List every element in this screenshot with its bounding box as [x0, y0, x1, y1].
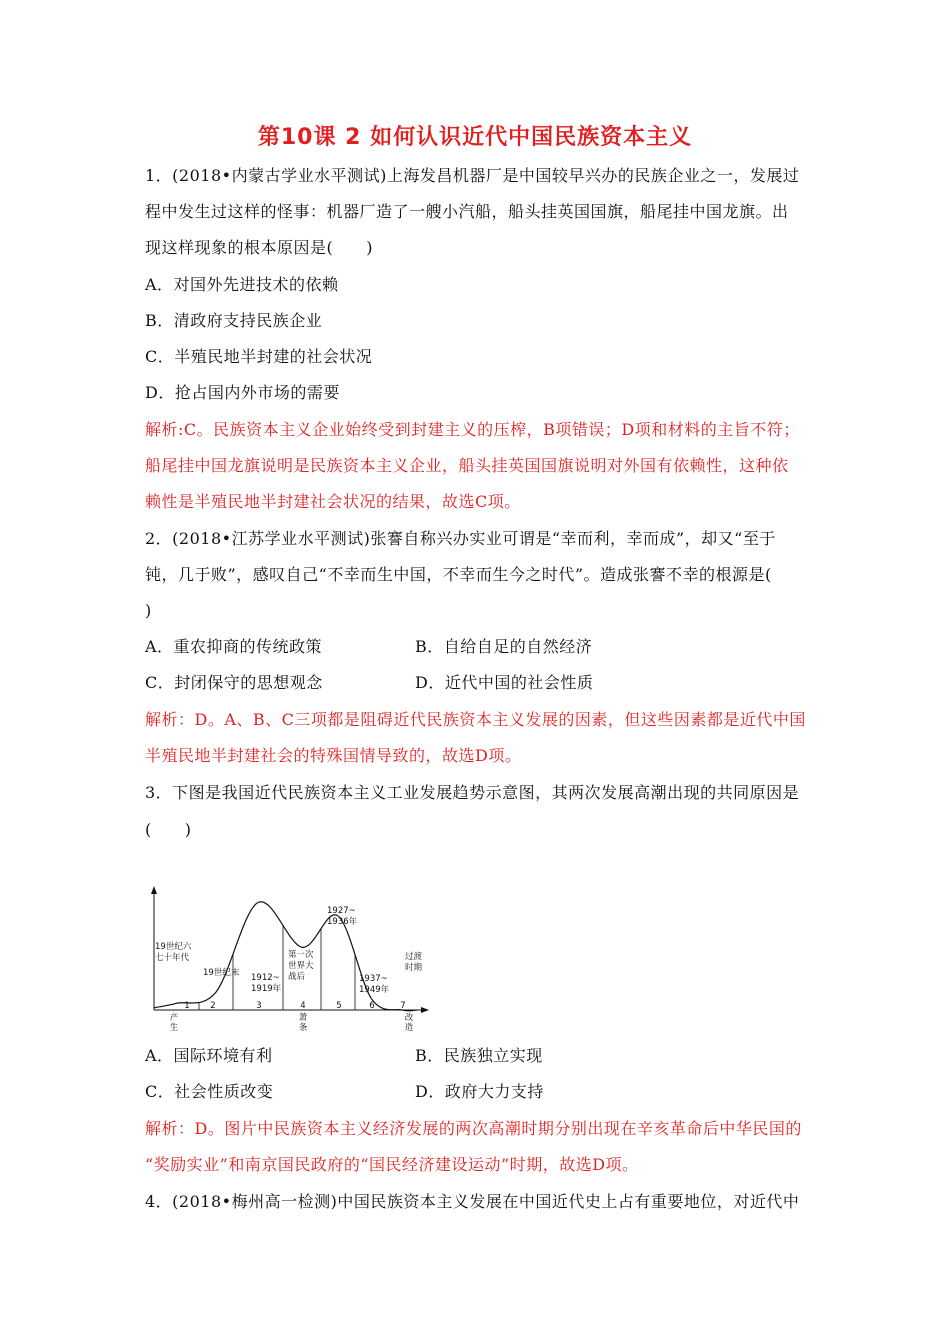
q2-option-c: C．封闭保守的思想观念 [145, 673, 323, 692]
q1-stem-line: 程中发生过这样的怪事：机器厂造了一艘小汽船，船头挂英国国旗，船尾挂中国龙旗。出 [145, 202, 789, 221]
q1-explanation-line: 赖性是半殖民地半封建社会状况的结果，故选C项。 [145, 492, 521, 511]
period-label: 1919年 [251, 984, 282, 994]
q1-option-c: C．半殖民地半封建的社会状况 [145, 347, 373, 366]
q1-option-b: B．清政府支持民族企业 [145, 311, 323, 330]
q1-option-a: A．对国外先进技术的依赖 [145, 275, 339, 294]
stage-number: 3 [256, 1001, 262, 1011]
lesson-title: 第10课 2 如何认识近代中国民族资本主义 [257, 125, 693, 150]
q3-option-c: C．社会性质改变 [145, 1082, 274, 1101]
x-axis-arrow [421, 1007, 429, 1013]
q3-option-a: A．国际环境有利 [145, 1046, 273, 1065]
q2-stem-line: ) [145, 601, 152, 620]
q3-explanation-line: “奖励实业”和南京国民政府的“国民经济建设运动”时期，故选D项。 [145, 1155, 639, 1174]
bottom-label: 条 [298, 1023, 308, 1032]
trend-chart [145, 882, 435, 1032]
q4-stem-line: 4．(2018•梅州高一检测)中国民族资本主义发展在中国近代史上占有重要地位，对近代中 [145, 1192, 800, 1211]
period-label: 时期 [405, 963, 423, 973]
stage-number: 5 [336, 1001, 342, 1011]
q1-stem-line: 现这样现象的根本原因是( ) [145, 238, 373, 257]
q2-option-b: B．自给自足的自然经济 [415, 637, 593, 656]
q2-option-d: D．近代中国的社会性质 [415, 673, 594, 692]
y-axis-arrow [151, 886, 157, 894]
stage-number: 4 [300, 1001, 306, 1011]
period-label: 1937~ [359, 974, 388, 984]
bottom-label: 改 [404, 1013, 414, 1023]
q1-explanation-line: 船尾挂中国龙旗说明是民族资本主义企业，船头挂英国国旗说明对外国有依赖性，这种依 [145, 456, 789, 475]
stage-number: 6 [369, 1001, 375, 1011]
stage-number: 7 [400, 1001, 406, 1011]
stage-number: 2 [210, 1001, 216, 1011]
q3-stem-line: 3．下图是我国近代民族资本主义工业发展趋势示意图，其两次发展高潮出现的共同原因是 [145, 783, 800, 802]
q2-explanation-line: 解析：D。A、B、C三项都是阻碍近代民族资本主义发展的因素，但这些因素都是近代中国 [145, 710, 806, 729]
bottom-label: 产 [169, 1013, 179, 1023]
q3-stem-line: ( ) [145, 820, 192, 839]
q2-stem-line: 钝，几于败”，感叹自己“不幸而生中国，不幸而生今之时代”。造成张謇不幸的根源是( [145, 565, 772, 584]
stage-number: 1 [184, 1001, 190, 1011]
bottom-label: 造 [404, 1023, 414, 1032]
period-label: 19世纪六 [155, 942, 192, 952]
period-label: 1936年 [327, 917, 358, 927]
period-label: 19世纪末 [203, 968, 240, 978]
q2-option-a: A．重农抑商的传统政策 [145, 637, 323, 656]
period-label: 七十年代 [155, 953, 190, 963]
period-label: 1927~ [327, 906, 356, 916]
bottom-label: 萧 [298, 1013, 308, 1023]
q3-explanation-line: 解析：D。图片中民族资本主义经济发展的两次高潮时期分别出现在辛亥革命后中华民国的 [145, 1119, 802, 1138]
q2-explanation-line: 半殖民地半封建社会的特殊国情导致的，故选D项。 [145, 746, 522, 765]
q1-explanation-line: 解析:C。民族资本主义企业始终受到封建主义的压榨，B项错误；D项和材料的主旨不符； [145, 420, 800, 439]
period-label: 1912~ [251, 973, 280, 983]
period-label: 战后 [288, 972, 306, 982]
period-label: 过渡 [405, 952, 423, 962]
bottom-label: 生 [169, 1023, 179, 1032]
q3-option-d: D．政府大力支持 [415, 1082, 544, 1101]
q1-stem-line: 1．(2018•内蒙古学业水平测试)上海发昌机器厂是中国较早兴办的民族企业之一，发展过 [145, 166, 800, 185]
period-label: 世界大 [288, 961, 314, 971]
period-label: 第一次 [288, 950, 314, 960]
q1-option-d: D．抢占国内外市场的需要 [145, 383, 340, 402]
period-label: 1949年 [359, 985, 390, 995]
q3-option-b: B．民族独立实现 [415, 1046, 543, 1065]
q2-stem-line: 2．(2018•江苏学业水平测试)张謇自称兴办实业可谓是“幸而利，幸而成”，却又“至于 [145, 529, 776, 548]
